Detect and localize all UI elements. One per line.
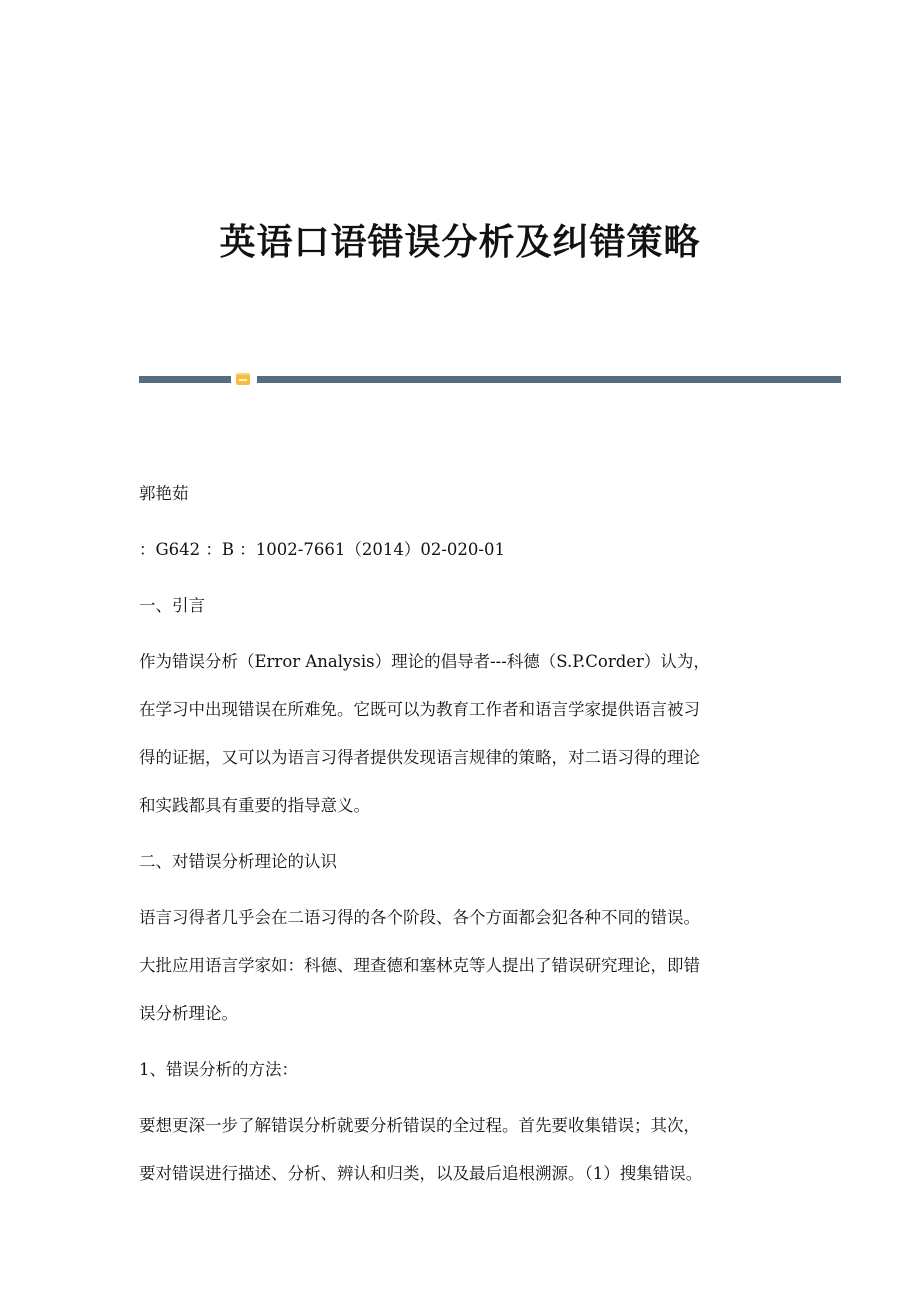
section-heading-error-analysis-theory: 二、对错误分析理论的认识 [139,852,337,871]
paragraph-line: 在学习中出现错误在所难免。它既可以为教育工作者和语言学家提供语言被习 [139,700,700,719]
paragraph-line: 得的证据，又可以为语言习得者提供发现语言规律的策略，对二语习得的理论 [139,748,700,767]
paragraph-line: 作为错误分析（Error Analysis）理论的倡导者---科德（S.P.Corder）认为， [139,652,710,671]
paragraph-line: 和实践都具有重要的指导意义。 [139,796,370,815]
document-title: 英语口语错误分析及纠错策略 [219,221,701,263]
title-divider [139,373,841,385]
paragraph-line: 误分析理论。 [139,1004,238,1023]
subsection-heading-methods: 1、错误分析的方法： [139,1060,298,1079]
paragraph-error-analysis-theory [139,894,779,1038]
paragraph-line: 要想更深一步了解错误分析就要分析错误的全过程。首先要收集错误；其次， [139,1116,700,1135]
paragraph-introduction [139,638,779,830]
section-heading-introduction: 一、引言 [139,596,205,615]
document-body [139,470,779,1198]
classification-line: ：G642 ：B ：1002-7661（2014）02-020-01 [139,540,505,559]
author-name: 郭艳茹 [139,484,189,503]
divider-bar-left [139,376,231,383]
paragraph-line: 大批应用语言学家如：科德、理查德和塞林克等人提出了错误研究理论，即错 [139,956,700,975]
divider-ornament-icon [236,373,250,385]
divider-bar-right [257,376,841,383]
paragraph-line: 语言习得者几乎会在二语习得的各个阶段、各个方面都会犯各种不同的错误。 [139,908,700,927]
paragraph-line: 要对错误进行描述、分析、辨认和归类，以及最后追根溯源。（1）搜集错误。 [139,1164,703,1183]
paragraph-methods [139,1102,779,1198]
